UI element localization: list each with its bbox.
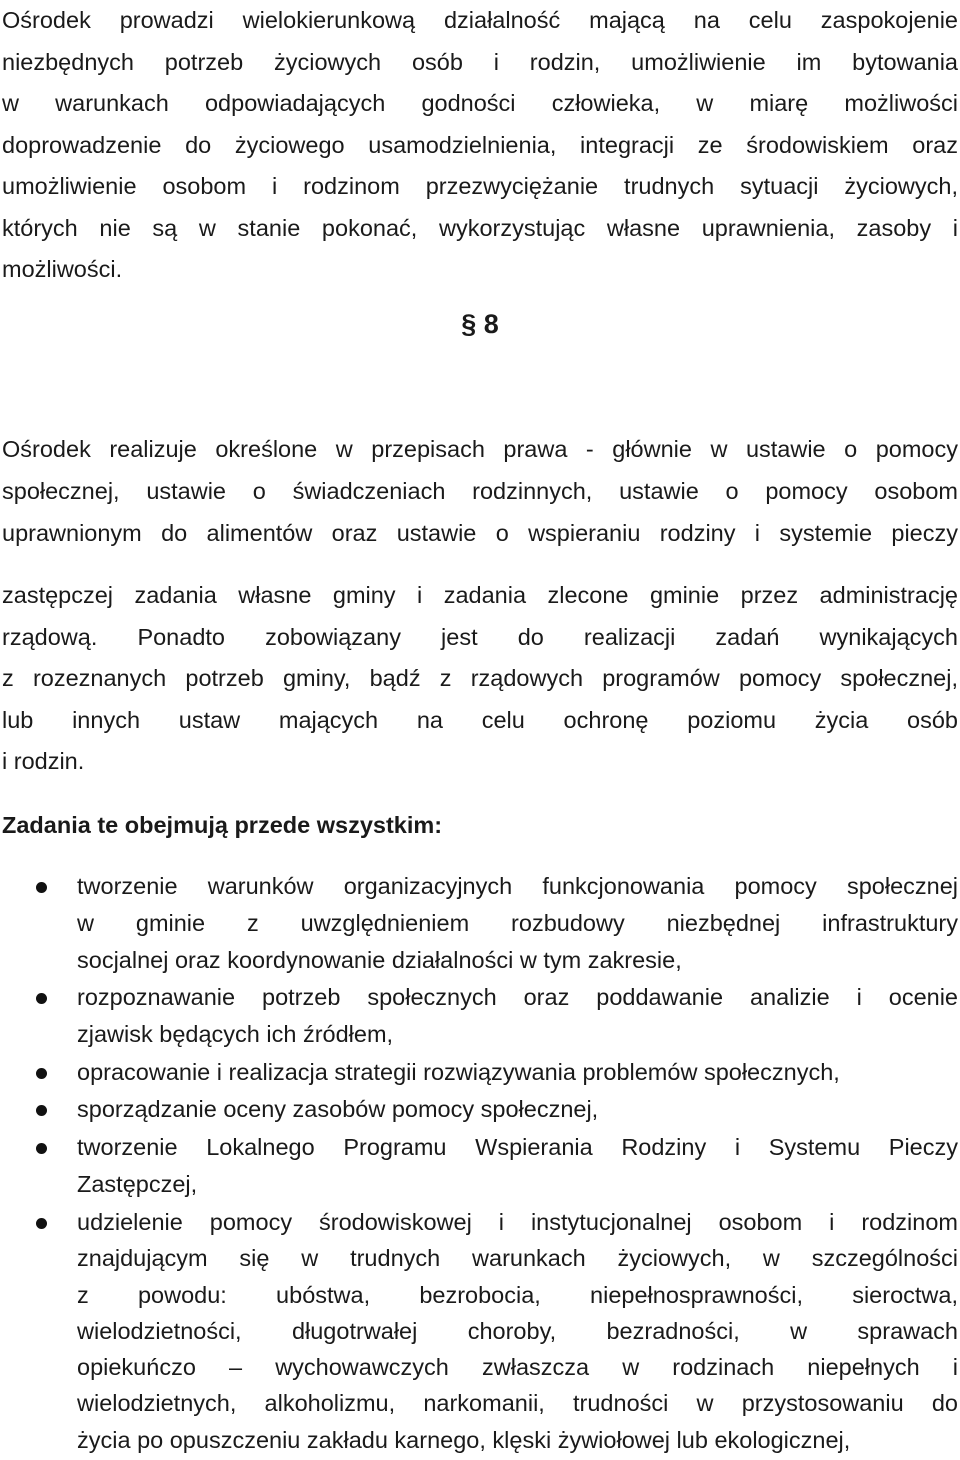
tasks-line: zastępczej zadania własne gminy i zadania zlecone gminie przez administrację xyxy=(2,582,958,608)
tasks-line: społecznej, ustawie o świadczeniach rodzinnych, ustawie o pomocy osobom xyxy=(2,478,958,504)
list-heading: Zadania te obejmują przede wszystkim: xyxy=(2,812,443,838)
bullet-icon xyxy=(36,1105,47,1116)
list-item-line: opracowanie i realizacja strategii rozwiązywania problemów społecznych, xyxy=(77,1059,840,1085)
list-item-line: znajdującym się w trudnych warunkach życiowych, w szczególności xyxy=(77,1245,958,1272)
intro-line: doprowadzenie do życiowego usamodzielnienia, integracji ze środowiskiem oraz xyxy=(2,131,958,158)
list-item-line: sporządzanie oceny zasobów pomocy społecznej, xyxy=(77,1096,599,1122)
tasks-line: i rodzin. xyxy=(2,748,85,774)
list-item-line: życia po opuszczeniu zakładu karnego, klęski żywiołowej lub ekologicznej, xyxy=(77,1426,851,1453)
intro-line: umożliwienie osobom i rodzinom przezwyciężanie trudnych sytuacji życiowych, xyxy=(2,173,958,199)
intro-line: niezbędnych potrzeb życiowych osób i rodzin, umożliwienie im bytowania xyxy=(2,48,958,75)
intro-paragraph xyxy=(2,0,958,291)
intro-line: w warunkach odpowiadających godności człowieka, w miarę możliwości xyxy=(2,90,958,116)
bullet-icon xyxy=(36,993,47,1004)
list-item-line: z powodu: ubóstwa, bezrobocia, niepełnosprawności, sieroctwa, xyxy=(77,1281,958,1308)
list-item-text xyxy=(77,868,958,979)
list-item-line: opiekuńczo – wychowawczych zwłaszcza w rodzinach niepełnych i xyxy=(77,1354,958,1381)
tasks-line: z rozeznanych potrzeb gminy, bądź z rządowych programów pomocy społecznej, xyxy=(2,665,958,691)
intro-line: których nie są w stanie pokonać, wykorzystując własne uprawnienia, zasoby i xyxy=(2,214,958,241)
tasks-line: Ośrodek realizuje określone w przepisach prawa - głównie w ustawie o pomocy xyxy=(2,436,958,462)
list-item-text xyxy=(77,1091,958,1128)
list-item-line: wielodzietnych, alkoholizmu, narkomanii, trudności w przystosowaniu do xyxy=(77,1390,958,1417)
bullet-icon xyxy=(36,1218,47,1229)
list-item-line: Zastępczej, xyxy=(77,1171,198,1197)
tasks-paragraph-first xyxy=(2,428,958,554)
section-heading: § 8 xyxy=(461,309,499,339)
tasks-line: rządową. Ponadto zobowiązany jest do realizacji zadań wynikających xyxy=(2,623,958,650)
list-item-line: udzielenie pomocy środowiskowej i instytucjonalnej osobom i rodzinom xyxy=(77,1209,958,1235)
list-item-line: rozpoznawanie potrzeb społecznych oraz poddawanie analizie i ocenie xyxy=(77,984,958,1010)
list-item-text xyxy=(77,1054,958,1091)
list-item-text xyxy=(77,1129,958,1203)
intro-line: możliwości. xyxy=(2,256,123,282)
intro-line: Ośrodek prowadzi wielokierunkową działalność mającą na celu zaspokojenie xyxy=(2,7,958,33)
bullet-icon xyxy=(36,1143,47,1154)
tasks-line: uprawnionym do alimentów oraz ustawie o wspieraniu rodziny i systemie pieczy xyxy=(2,520,958,546)
list-item-line: wielodzietności, długotrwałej choroby, bezradności, w sprawach xyxy=(77,1317,958,1344)
tasks-paragraph-second xyxy=(2,575,958,783)
list-item-text xyxy=(77,979,958,1053)
bullet-icon xyxy=(36,1068,47,1079)
list-item-line: w gminie z uwzględnieniem rozbudowy niezbędnej infrastruktury xyxy=(77,910,958,936)
list-item-line: socjalnej oraz koordynowanie działalności w tym zakresie, xyxy=(77,947,682,973)
list-item-line: tworzenie Lokalnego Programu Wspierania Rodziny i Systemu Pieczy xyxy=(77,1134,958,1160)
tasks-line: lub innych ustaw mających na celu ochronę poziomu życia osób xyxy=(2,706,958,733)
list-item-text xyxy=(77,1204,958,1458)
list-item-line: zjawisk będących ich źródłem, xyxy=(77,1021,394,1047)
list-item-line: tworzenie warunków organizacyjnych funkcjonowania pomocy społecznej xyxy=(77,873,958,899)
bullet-icon xyxy=(36,882,47,893)
